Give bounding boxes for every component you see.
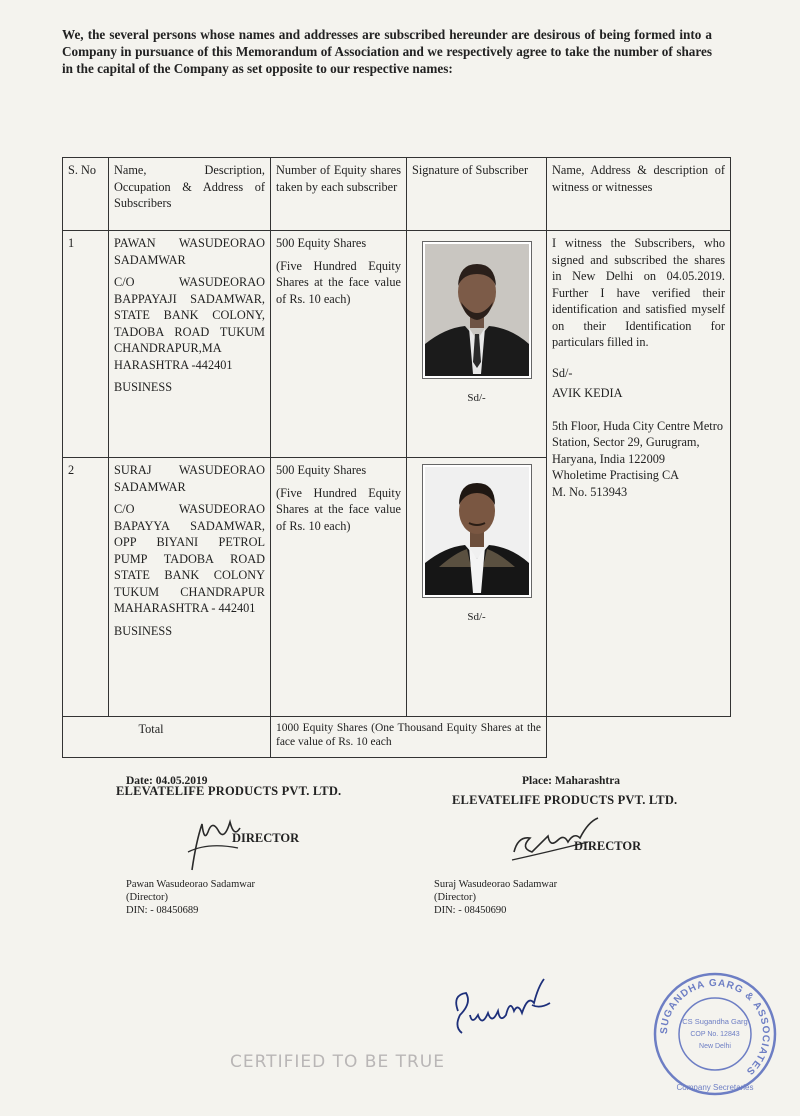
stamp-line3: New Delhi: [699, 1043, 731, 1050]
signature-sd: Sd/-: [467, 391, 486, 404]
subscriber-address: C/O WASUDEORAO BAPAYYA SADAMWAR, OPP BIYANI PETROL PUMP TADOBA ROAD STATE BANK COLONY TUKUM CHANDRAPUR MAHARASHTRA - 442401: [114, 502, 265, 615]
header-signature: Signature of Subscriber: [407, 158, 547, 231]
footer-date: Date: 04.05.2019: [126, 775, 208, 787]
witness-designation: Wholetime Practising CA: [552, 468, 680, 482]
company-name-right: ELEVATELIFE PRODUCTS PVT. LTD.: [452, 793, 678, 807]
subscriber-details: [109, 458, 271, 717]
subscriber-photo: [422, 241, 532, 379]
intro-paragraph: We, the several persons whose names and addresses are subscribed hereunder are desirous of being formed into a Company in pursuance of this Memorandum of Association and we respectively agree to take the number of shares in the capital of the Company as set opposite to our respective names:: [62, 27, 712, 76]
shares-cell: [271, 458, 407, 717]
stamp-line2: COP No. 12843: [690, 1031, 740, 1038]
shares-description: (Five Hundred Equity Shares at the face value of Rs. 10 each): [276, 485, 401, 533]
subscriber-occupation: BUSINESS: [114, 380, 173, 394]
total-label: Total: [109, 717, 271, 758]
stamp-line1: CS Sugandha Garg: [682, 1017, 748, 1026]
director-details-left: [126, 878, 255, 917]
stamp-ring-text: SUGANDHA GARG & ASSOCIATES: [658, 977, 772, 1078]
header-sno: S. No: [63, 158, 109, 231]
subscriber-name: PAWAN WASUDEORAO SADAMWAR: [114, 236, 265, 267]
footer-place: Place: Maharashtra: [522, 775, 621, 787]
witness-membership: M. No. 513943: [552, 484, 628, 499]
subscriber-details: [109, 231, 271, 458]
header-witness: Name, Address & description of witness or witnesses: [547, 158, 731, 231]
shares-count: 500 Equity Shares: [276, 463, 367, 477]
svg-text:SUGANDHA GARG & ASSOCIATES: [659, 978, 771, 1077]
signature-cell: [407, 231, 547, 458]
subscriber-photo: [422, 464, 532, 598]
director-din-left: DIN: - 08450689: [126, 905, 199, 916]
director-name-right: Suraj Wasudeorao Sadamwar: [434, 879, 558, 890]
director-name-left: Pawan Wasudeorao Sadamwar: [126, 879, 256, 890]
table-total-row: [63, 717, 731, 758]
stamp-bottom: Company Secretaries: [676, 1083, 754, 1092]
witness-cell: [547, 231, 731, 717]
shares-cell: [271, 231, 407, 458]
subscribers-table: [62, 157, 731, 758]
certified-true-stamp: CERTIFIED TO BE TRUE: [230, 1052, 445, 1072]
table-header-row: [63, 158, 731, 231]
row-sno: 2: [63, 458, 109, 717]
header-name: Name, Description, Occupation & Address of Subscribers: [109, 158, 271, 231]
signature-cell: [407, 458, 547, 717]
certifying-signature: [448, 975, 568, 1045]
subscriber-address: C/O WASUDEORAO BAPPAYAJI SADAMWAR, STATE BANK COLONY, TADOBA ROAD TUKUM CHANDRAPUR,MA HARASHTRA -442401: [114, 275, 265, 372]
header-shares: Number of Equity shares taken by each subscriber: [271, 158, 407, 231]
subscriber-name: SURAJ WASUDEORAO SADAMWAR: [114, 463, 265, 494]
signature-sd: Sd/-: [467, 610, 486, 623]
witness-address: 5th Floor, Huda City Centre Metro Station, Sector 29, Gurugram, Haryana, India 122009: [552, 418, 723, 466]
director-label-left: DIRECTOR: [232, 831, 300, 845]
director-title-left: (Director): [126, 892, 168, 903]
witness-sd: Sd/-: [552, 365, 573, 380]
director-din-right: DIN: - 08450690: [434, 905, 507, 916]
witness-name: AVIK KEDIA: [552, 386, 623, 400]
shares-count: 500 Equity Shares: [276, 236, 367, 250]
subscriber-occupation: BUSINESS: [114, 623, 173, 638]
witness-statement: I witness the Subscribers, who signed and subscribed the shares in New Delhi on 04.05.2019. Further I have verified their identification and satisfied myself on their Identification for particulars filled in.: [552, 236, 725, 349]
table-row: [63, 231, 731, 458]
director-details-right: [434, 878, 557, 917]
director-label-right: DIRECTOR: [574, 839, 642, 853]
row-sno: 1: [63, 231, 109, 458]
total-value: 1000 Equity Shares (One Thousand Equity Shares at the face value of Rs. 10 each: [271, 717, 547, 758]
company-name-left: ELEVATELIFE PRODUCTS PVT. LTD.: [116, 784, 342, 798]
shares-description: (Five Hundred Equity Shares at the face value of Rs. 10 each): [276, 258, 401, 306]
director-title-right: (Director): [434, 892, 476, 903]
company-secretary-stamp: [650, 968, 780, 1100]
